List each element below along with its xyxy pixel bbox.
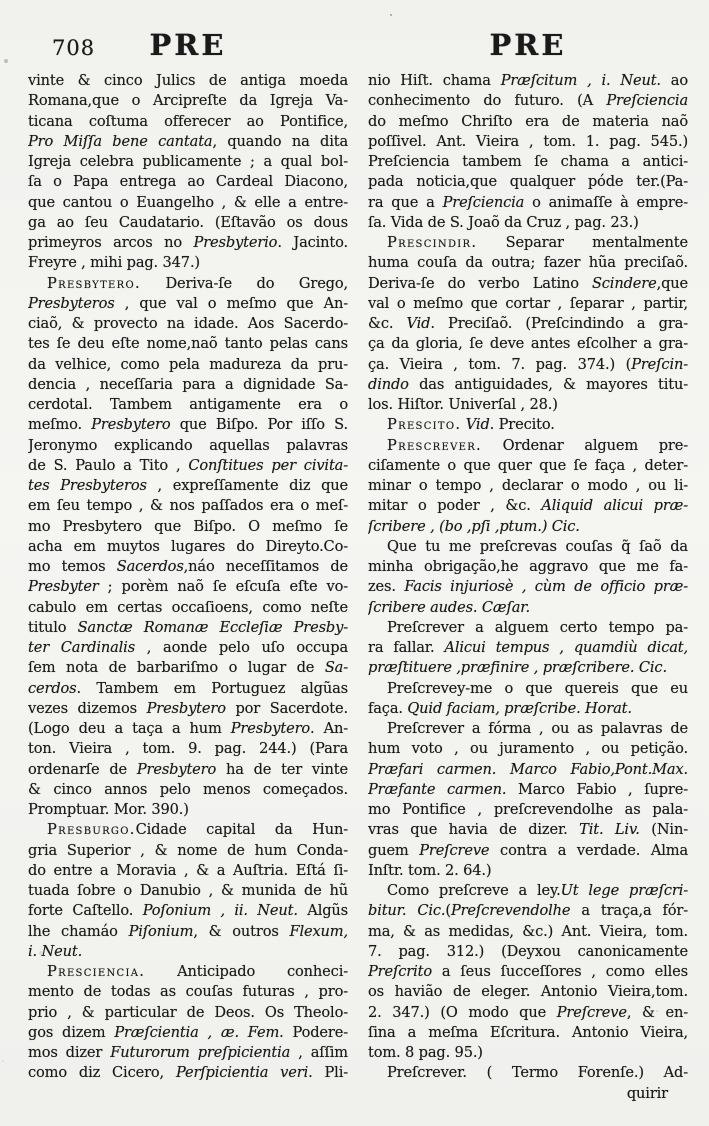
text-segment: Como preſcreve a ley. — [387, 882, 561, 899]
text-line — [368, 699, 688, 719]
text-segment: mitar o poder , &c. — [368, 497, 542, 515]
text-segment: Ut lege præſcri- — [560, 882, 688, 899]
text-line — [368, 415, 688, 435]
text-segment: minar o tempo , declarar o modo , ou li- — [368, 477, 688, 494]
text-segment: Sanctæ Romanæ Eccleſiæ Presby- — [77, 618, 348, 636]
text-segment: Que tu me preſcrevas couſas q̃ ſaõ da — [387, 537, 688, 555]
text-segment: Presbytero — [146, 699, 226, 717]
text-segment: Inſtr. tom. 2. 64.) — [368, 861, 492, 879]
text-segment: dencia , neceſſaria para a dignidade Sa- — [28, 375, 348, 393]
text-line — [28, 577, 348, 597]
text-line — [368, 922, 688, 942]
text-line — [368, 820, 688, 840]
running-head-right: PRE — [489, 28, 567, 62]
text-segment: Perſpicientia veri — [175, 1064, 309, 1082]
text-segment: Alicui tempus , quamdiù dicat, — [444, 639, 688, 656]
text-segment: ,que — [656, 274, 688, 292]
text-segment: primeyros arcos no — [28, 234, 194, 251]
text-segment: ſa. Vida de S. Joaõ da Cruz , pag. 23.) — [368, 213, 639, 231]
running-head-left: PRE — [149, 28, 227, 62]
text-segment: , aonde pelo uſo occupa — [135, 639, 348, 656]
text-segment: ciſamente o que quer que ſe faça , deter- — [368, 456, 688, 474]
text-segment: , expreſſamente diz que — [146, 477, 348, 494]
text-segment: los. Hiſtor. Univerſal , 28.) — [368, 396, 558, 413]
text-segment: meſmo. — [28, 416, 92, 434]
text-line — [368, 172, 688, 192]
text-line — [368, 557, 688, 577]
text-segment: & cinco annos pelo menos começados. — [28, 780, 348, 798]
text-line — [28, 618, 348, 638]
text-segment: Vid — [406, 315, 431, 332]
text-segment: Quid faciam, præſcribe. Horat. — [407, 699, 632, 717]
text-segment: Preſciencia — [442, 193, 525, 211]
text-segment: Flexum, — [289, 922, 348, 940]
text-line — [28, 679, 348, 699]
text-segment: poſſivel. Ant. Vieira , tom. 1. pag. 545.) — [368, 132, 688, 150]
text-segment: cerdotal. Tambem antigamente era o — [28, 396, 348, 413]
text-segment: , aſſim — [290, 1044, 348, 1061]
text-segment: Promptuar. Mor. 390.) — [28, 801, 189, 818]
text-line — [28, 1063, 348, 1083]
text-line — [368, 962, 688, 982]
text-segment: huma couſa da outra; fazer hũa preciſaõ. — [368, 254, 688, 272]
text-line — [368, 881, 688, 901]
text-segment: (Logo deu a taça a hum — [28, 720, 231, 737]
text-segment: Anticipado conheci- — [145, 963, 348, 980]
text-line — [368, 152, 688, 172]
text-line — [28, 172, 348, 192]
text-segment: Preſcrever. ( Termo Forenſe.) Ad- — [387, 1064, 688, 1082]
entry-headword: Prescito. — [387, 416, 462, 434]
text-segment: faça. — [368, 699, 408, 717]
text-line — [368, 71, 688, 91]
text-line — [28, 112, 348, 132]
text-segment: de S. Paulo a Tito , — [28, 456, 189, 474]
text-segment: Presbytero — [91, 416, 171, 434]
text-segment: os havião de eleger. Antonio Vieira,tom. — [368, 983, 688, 1001]
text-segment: cabulo em certas occaſioens, como neſte — [28, 598, 348, 616]
text-segment: ſem nota de barbariſmo o lugar de — [28, 659, 325, 677]
text-line — [28, 780, 348, 800]
text-line — [368, 1003, 688, 1023]
text-line — [368, 274, 688, 294]
text-segment: cerdos — [28, 679, 77, 697]
page-number: 708 — [52, 36, 96, 60]
text-segment: Præfante carmen. — [368, 780, 507, 798]
text-segment: Preſcrito — [368, 963, 432, 980]
text-segment: ſcribere , (bo ,pſi ,ptum.) Cic. — [368, 517, 580, 535]
text-segment: o animaſſe à empre- — [524, 193, 688, 211]
text-segment: gos dizem — [28, 1023, 115, 1041]
text-segment: zes. — [368, 578, 405, 596]
text-segment: Scindere — [591, 274, 657, 292]
text-segment: em ſeu tempo , & nos paſſados era o meſ- — [28, 497, 348, 515]
text-line — [28, 395, 348, 415]
text-segment: Preſcrevey-me o que quereis que eu — [387, 679, 688, 697]
text-segment: mo Presbytero que Biſpo. O meſmo ſe — [28, 517, 348, 535]
text-line — [28, 841, 348, 861]
text-segment: . Pli- — [308, 1064, 348, 1082]
text-segment: ticana coſtuma offerecer ao Pontifice, — [28, 112, 348, 130]
text-segment: Ordenar alguem pre- — [481, 436, 688, 454]
text-segment: ordenarſe de — [28, 760, 137, 778]
text-line — [368, 719, 688, 739]
text-line — [368, 456, 688, 476]
text-segment: contra a verdade. Alma — [489, 841, 688, 859]
text-line — [28, 415, 348, 435]
text-segment: ſcribere audes. Cæſar. — [368, 598, 530, 616]
text-segment: ; porèm naõ ſe eſcuſa eſte vo- — [98, 578, 348, 596]
text-segment: bitur. Cic. — [368, 902, 446, 920]
text-line — [28, 1043, 348, 1063]
text-line — [368, 598, 688, 618]
text-segment: nio Hiſt. chama — [368, 72, 501, 89]
text-segment: Algũs — [297, 902, 348, 920]
text-segment: do entre a Moravia , & a Auſtria. Eſtá ſi- — [28, 861, 348, 879]
text-line — [368, 1023, 688, 1043]
text-line — [368, 618, 688, 638]
text-line — [28, 901, 348, 921]
text-segment: Jeronymo explicando aquellas palavras — [28, 436, 348, 454]
text-segment: , que val o meſmo que An- — [114, 294, 348, 312]
text-segment: vras que havia de dizer. — [368, 821, 580, 839]
text-line — [28, 334, 348, 354]
text-segment: dindo — [368, 375, 409, 393]
text-segment: ra que a — [368, 193, 443, 211]
entry-headword: Presbytero. — [47, 274, 141, 292]
text-segment: tes ſe deu eſte nome,naõ tanto pelas cans — [28, 335, 348, 353]
text-line — [368, 496, 688, 516]
text-line — [368, 334, 688, 354]
text-segment: acha em muytos lugares do Direyto.Co- — [28, 537, 348, 555]
text-segment: ,náo neceſſitamos de — [183, 558, 348, 575]
text-segment: que cantou o Euangelho , & elle a entre- — [28, 193, 348, 211]
text-segment: tuada ſobre o Danubio , & munida de hũ — [28, 882, 348, 899]
text-line — [368, 577, 688, 597]
text-segment: como diz Cicero, — [28, 1064, 176, 1082]
text-segment: 7. pag. 312.) (Deyxou canonicamente — [368, 942, 688, 960]
text-line — [28, 517, 348, 537]
text-segment: Piſonium — [128, 922, 194, 940]
text-line — [28, 1023, 348, 1043]
text-segment: gria Superior , & nome de hum Conda- — [28, 841, 348, 859]
text-segment: Preſcreve — [556, 1003, 627, 1021]
text-segment: Presbyterio — [193, 234, 278, 251]
text-segment: . Jacinto. — [277, 234, 348, 251]
text-line — [368, 537, 688, 557]
text-line — [368, 193, 688, 213]
text-segment: Pro Miſſa bene cantata — [28, 132, 213, 150]
text-segment: ra fallar. — [368, 639, 445, 656]
text-segment: Romana,que o Arcipreſte da Igreja Va- — [28, 92, 348, 110]
text-segment: forte Caſtello. — [28, 902, 143, 920]
text-line — [368, 375, 688, 395]
text-line — [28, 375, 348, 395]
text-segment: , & en- — [626, 1003, 688, 1021]
text-segment: præſtituere ,præfinire , præſcribere. Cic. — [368, 659, 667, 677]
text-line — [28, 274, 348, 294]
text-segment: Futurorum preſpicientia — [110, 1044, 291, 1061]
text-line — [368, 294, 688, 314]
text-line — [368, 679, 688, 699]
text-line — [368, 1063, 688, 1083]
text-segment: Preſcrever a alguem certo tempo pa- — [387, 618, 688, 636]
text-segment: Podere- — [283, 1023, 348, 1041]
text-segment: ha de ter vinte — [216, 760, 348, 778]
text-segment: Separar mentalmente — [477, 234, 688, 251]
text-segment: ton. Vieira , tom. 9. pag. 244.) (Para — [28, 740, 348, 758]
text-segment: val o meſmo que cortar , ſeparar , partir, — [368, 294, 688, 312]
text-line — [28, 213, 348, 233]
text-segment: ça da gloria, ſe deve antes eſcolher a gra- — [368, 335, 688, 353]
text-segment: mo temos — [28, 558, 117, 575]
text-segment: &c. — [368, 315, 407, 332]
text-line — [28, 71, 348, 91]
text-line — [368, 658, 688, 678]
text-segment: ça. Vieira , tom. 7. pag. 374.) ( — [368, 355, 632, 373]
text-segment: Cidade capital da Hun- — [135, 821, 348, 839]
text-segment: lhe chamáo — [28, 922, 129, 940]
text-line — [368, 233, 688, 253]
text-line — [368, 739, 688, 759]
text-segment: vezes dizemos — [28, 699, 147, 717]
text-segment: mento de todas as couſas futuras , pro- — [28, 983, 348, 1001]
text-segment: . An- — [310, 720, 348, 737]
text-line — [368, 1084, 688, 1104]
text-line — [28, 91, 348, 111]
text-line — [28, 638, 348, 658]
text-segment: Preſcin- — [631, 355, 688, 373]
text-segment: mo Pontifice , preſcrevendolhe as pala- — [368, 801, 688, 818]
text-line — [368, 436, 688, 456]
text-line — [28, 942, 348, 962]
text-line — [368, 132, 688, 152]
text-segment: da velhice, como pela madureza da pru- — [28, 355, 348, 373]
text-line — [28, 739, 348, 759]
text-line — [28, 476, 348, 496]
text-segment: Preſciencia tambem ſe chama a antici- — [368, 153, 688, 170]
text-line — [28, 537, 348, 557]
text-segment: minha obrigação,he aggravo que me fa- — [368, 558, 688, 575]
text-segment: a traça,a fór- — [570, 902, 688, 920]
text-segment: conhecimento do futuro. (A — [368, 92, 607, 110]
text-line — [368, 901, 688, 921]
text-line — [28, 658, 348, 678]
text-line — [28, 1003, 348, 1023]
text-line — [28, 820, 348, 840]
text-segment: por Sacerdote. — [225, 699, 348, 717]
text-segment: Presbyter — [28, 578, 99, 596]
text-line — [28, 253, 348, 273]
text-segment: Deriva-ſe do Grego, — [140, 274, 348, 292]
text-segment: ma, & as medidas, &c.) Ant. Vieira, tom. — [368, 922, 688, 940]
text-line — [28, 152, 348, 172]
text-line — [368, 841, 688, 861]
text-segment: prio , & particular de Deos. Os Theolo- — [28, 1003, 348, 1021]
text-segment: Præſcitum , i. Neut. — [500, 72, 661, 89]
text-line — [28, 436, 348, 456]
text-segment: . Precito. — [489, 416, 555, 434]
text-line — [28, 557, 348, 577]
text-segment: Aliquid alicui præ- — [541, 497, 688, 515]
text-segment: Freyre , mihi pag. 347.) — [28, 254, 200, 272]
text-segment: pada noticia,que qualquer póde ter.(Pa- — [368, 173, 688, 191]
text-segment: Præſcientia , æ. Fem. — [114, 1023, 284, 1041]
text-segment: Preſcreve — [419, 841, 490, 859]
text-line — [28, 355, 348, 375]
text-segment: guem — [368, 841, 420, 859]
text-segment: i. Neut. — [28, 942, 83, 960]
text-line — [368, 861, 688, 881]
text-segment: ſa o Papa entrega ao Cardeal Diacono, — [28, 173, 348, 191]
text-segment: do meſmo Chriſto era de materia naõ — [368, 112, 688, 130]
text-segment: das antiguidades, & mayores titu- — [408, 375, 688, 393]
text-line — [28, 132, 348, 152]
text-segment: ter Cardinalis — [28, 639, 136, 656]
text-line — [28, 456, 348, 476]
text-line — [368, 982, 688, 1002]
text-line — [368, 91, 688, 111]
text-segment: mos dizer — [28, 1044, 111, 1061]
text-segment: , & outros — [193, 922, 290, 940]
text-segment: ciaõ, & provecto na idade. Aos Sacerdo- — [28, 315, 348, 332]
scan-noise — [390, 14, 392, 16]
text-line — [368, 942, 688, 962]
text-segment: Marco Fabio , ſupre- — [506, 780, 688, 798]
text-line — [368, 355, 688, 375]
text-segment: tes Presbyteros — [28, 477, 147, 494]
text-segment: , quando na dita — [212, 132, 348, 150]
entry-headword: Prescrever. — [387, 436, 482, 454]
text-segment: Preſcrever a fórma , ou as palavras de — [387, 720, 688, 737]
entry-headword: Presburgo. — [47, 821, 136, 839]
text-line — [28, 233, 348, 253]
text-line — [368, 638, 688, 658]
text-line — [368, 760, 688, 780]
text-segment: Preſciencia — [606, 92, 688, 110]
text-segment: Preſcrevendolhe — [450, 902, 571, 920]
text-line — [28, 962, 348, 982]
text-line — [368, 253, 688, 273]
text-segment: ſina a meſma Eſcritura. Antonio Vieira, — [368, 1023, 688, 1041]
text-segment: que Biſpo. Por iſſo S. — [170, 416, 348, 434]
text-line — [28, 800, 348, 820]
text-segment: Facis injuriosè , cùm de officio præ- — [404, 578, 688, 596]
column-left — [28, 71, 348, 1084]
text-segment: vinte & cinco Julics de antiga moeda — [28, 72, 348, 89]
text-line — [28, 982, 348, 1002]
text-segment: 2. 347.) (O modo que — [368, 1003, 557, 1021]
column-right — [368, 71, 688, 1104]
text-line — [368, 1043, 688, 1063]
text-segment: ao — [660, 72, 688, 89]
text-line — [28, 861, 348, 881]
text-line — [368, 800, 688, 820]
text-segment: hum voto , ou juramento , ou petição. — [368, 740, 688, 758]
text-line — [28, 193, 348, 213]
text-segment: Conſtitues per civita- — [188, 456, 348, 474]
text-segment: Tit. Liv. — [579, 821, 640, 839]
text-line — [28, 719, 348, 739]
text-segment: Sacerdos — [116, 558, 184, 575]
text-segment: ga ao ſeu Caudatario. (Eſtavão os dous — [28, 213, 348, 231]
text-segment: Presbytero — [230, 720, 311, 737]
text-segment: Sa- — [324, 659, 348, 677]
text-line — [368, 780, 688, 800]
text-line — [28, 881, 348, 901]
text-segment: (Nin- — [639, 821, 688, 839]
text-line — [368, 517, 688, 537]
text-line — [368, 395, 688, 415]
text-segment: a ſeus ſucceſſores , como elles — [431, 963, 688, 980]
text-segment: tom. 8 pag. 95.) — [368, 1044, 483, 1061]
text-line — [28, 314, 348, 334]
text-segment: quirir — [626, 1084, 668, 1102]
text-segment: Præfari carmen. Marco Fabio,Pont.Max. — [368, 760, 688, 778]
text-segment: . Preciſaõ. (Preſcindindo a gra- — [430, 315, 688, 332]
text-line — [28, 760, 348, 780]
text-line — [28, 922, 348, 942]
text-line — [368, 314, 688, 334]
text-segment: Deriva-ſe do verbo Latino — [368, 274, 592, 292]
text-segment: . Tambem em Portuguez algũas — [76, 679, 348, 697]
text-line — [28, 496, 348, 516]
text-line — [368, 213, 688, 233]
text-line — [28, 699, 348, 719]
text-segment: Vid — [461, 416, 490, 434]
text-line — [368, 476, 688, 496]
entry-headword: Presciencia. — [47, 963, 146, 980]
entry-headword: Prescindir. — [387, 234, 478, 251]
text-segment: Poſonium , ii. Neut. — [142, 902, 298, 920]
text-line — [368, 112, 688, 132]
text-segment: Presbyteros — [28, 294, 115, 312]
text-segment: titulo — [28, 618, 78, 636]
text-line — [28, 294, 348, 314]
text-segment: Igreja celebra publicamente ; a qual bol- — [28, 153, 348, 170]
text-segment: ( — [445, 902, 451, 920]
text-segment: Presbytero — [136, 760, 217, 778]
text-line — [28, 598, 348, 618]
